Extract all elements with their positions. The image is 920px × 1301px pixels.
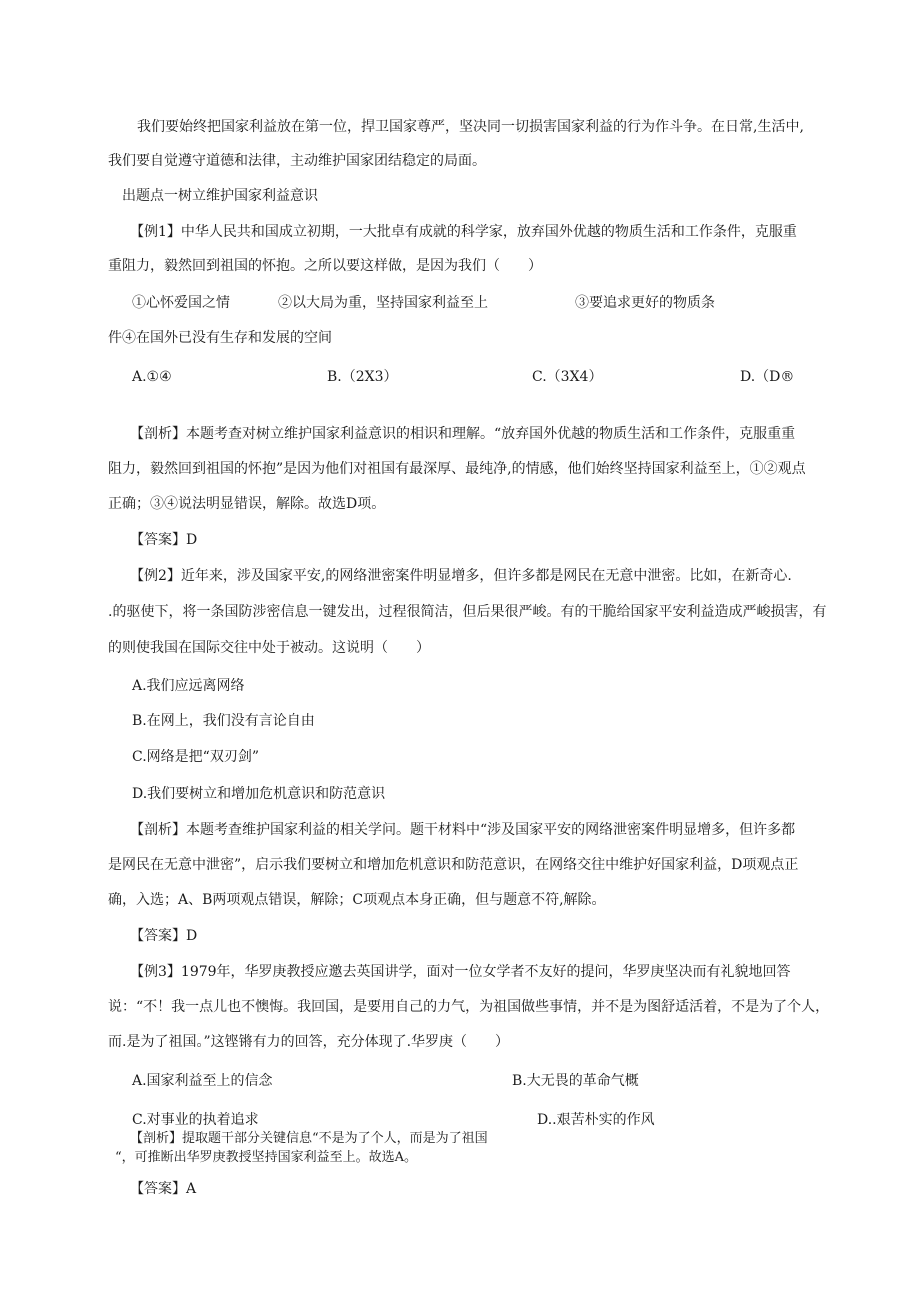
example1-analysis-line-3: 正确；③④说法明显错误，解除。故选D项。 <box>108 496 386 512</box>
example2-analysis-line-3: 确，入选；A、B两项观点错误，解除；C项观点本身正确，但与题意不符,解除。 <box>108 892 606 908</box>
example3-option-b: B.大无畏的革命气概 <box>512 1073 639 1089</box>
example3-analysis-line-2: “，可推断出华罗庚教授坚持国家利益至上。故选A。 <box>115 1150 418 1165</box>
example1-option-a: A.①④ <box>132 369 172 385</box>
example2-question-line-3: 的则使我国在国际交往中处于被动。这说明（ ） <box>108 640 430 656</box>
example3-question-line-3: 而.是为了祖国。”这铿锵有力的回答，充分体现了.华罗庚（ ） <box>108 1034 510 1050</box>
example3-question-line-1: 【例3】1979年，华罗庚教授应邀去英国讲学，面对一位女学者不友好的提问，华罗庚坚决而有礼貌地回答 <box>130 964 791 980</box>
example2-question-line-1: 【例2】近年来，涉及国家平安,的网络泄密案件明显增多，但许多都是网民在无意中泄密。比如，在新奇心. <box>130 568 792 584</box>
example2-answer: 【答案】D <box>130 928 198 944</box>
example1-question-line-1: 【例1】中华人民共和国成立初期，一大批卓有成就的科学家，放弃国外优越的物质生活和工作条件，克服重 <box>130 224 797 240</box>
example1-answer: 【答案】D <box>130 532 198 548</box>
example1-option-c: C.（3X4） <box>532 369 603 385</box>
example1-statement-2: ②以大局为重，坚持国家利益至上 <box>278 295 488 311</box>
example1-analysis-line-2: 阻力，毅然回到祖国的怀抱”是因为他们对祖国有最深厚、最纯净,的情感，他们始终坚持国家利益至上，①②观点 <box>108 461 806 477</box>
example3-answer: 【答案】A <box>130 1181 197 1197</box>
example2-analysis-line-1: 【剖析】本题考查维护国家利益的相关学问。题干材料中“涉及国家平安的网络泄密案件明显增多，但许多都 <box>130 822 796 838</box>
example1-option-b: B.（2X3） <box>327 369 398 385</box>
example2-question-line-2: .的驱使下，将一条国防涉密信息一键发出，过程很简洁，但后果很严峻。有的干脆给国家平安利益造成严峻损害，有 <box>108 604 827 620</box>
example1-option-d: D.（D® <box>740 369 795 385</box>
example3-option-a: A.国家利益至上的信念 <box>132 1073 273 1089</box>
example1-statement-4: 件④在国外已没有生存和发展的空间 <box>108 330 332 346</box>
example3-question-line-2: 说：“不！我一点儿也不懊悔。我回国，是要用自己的力气，为祖国做些事情，并不是为图舒适活着，不是为了个人， <box>108 999 830 1015</box>
example1-question-line-2: 重阻力，毅然回到祖国的怀抱。之所以要这样做，是因为我们（ ） <box>108 258 542 274</box>
example1-statement-3: ③要追求更好的物质条 <box>575 295 715 311</box>
example3-option-c: C.对事业的执着追求 <box>132 1112 259 1128</box>
intro-line-1: 我们要始终把国家利益放在第一位，捍卫国家尊严，坚决同一切损害国家利益的行为作斗争。在日常,生活中, <box>137 119 804 135</box>
topic-heading: 出题点一树立维护国家利益意识 <box>122 188 318 204</box>
example1-statement-1: ①心怀爱国之情 <box>132 295 230 311</box>
example2-option-b: B.在网上，我们没有言论自由 <box>132 713 315 729</box>
intro-line-2: 我们要自觉遵守道德和法律，主动维护国家团结稳定的局面。 <box>108 153 486 169</box>
example2-option-a: A.我们应远离网络 <box>132 678 245 694</box>
example1-analysis-line-1: 【剖析】本题考查对树立维护国家利益意识的相识和理解。“放弃国外优越的物质生活和工作条件，克服重重 <box>130 426 796 442</box>
example2-analysis-line-2: 是网民在无意中泄密”，启示我们要树立和增加危机意识和防范意识，在网络交往中维护好国家利益，D项观点正 <box>108 857 799 873</box>
example3-analysis-line-1: 【剖析】提取题干部分关键信息“不是为了个人，而是为了祖国 <box>130 1131 488 1146</box>
example2-option-d: D.我们要树立和增加危机意识和防范意识 <box>132 786 386 802</box>
example3-option-d: D..艰苦朴实的作风 <box>537 1112 655 1128</box>
example2-option-c: C.网络是把“双刃剑” <box>132 749 259 765</box>
